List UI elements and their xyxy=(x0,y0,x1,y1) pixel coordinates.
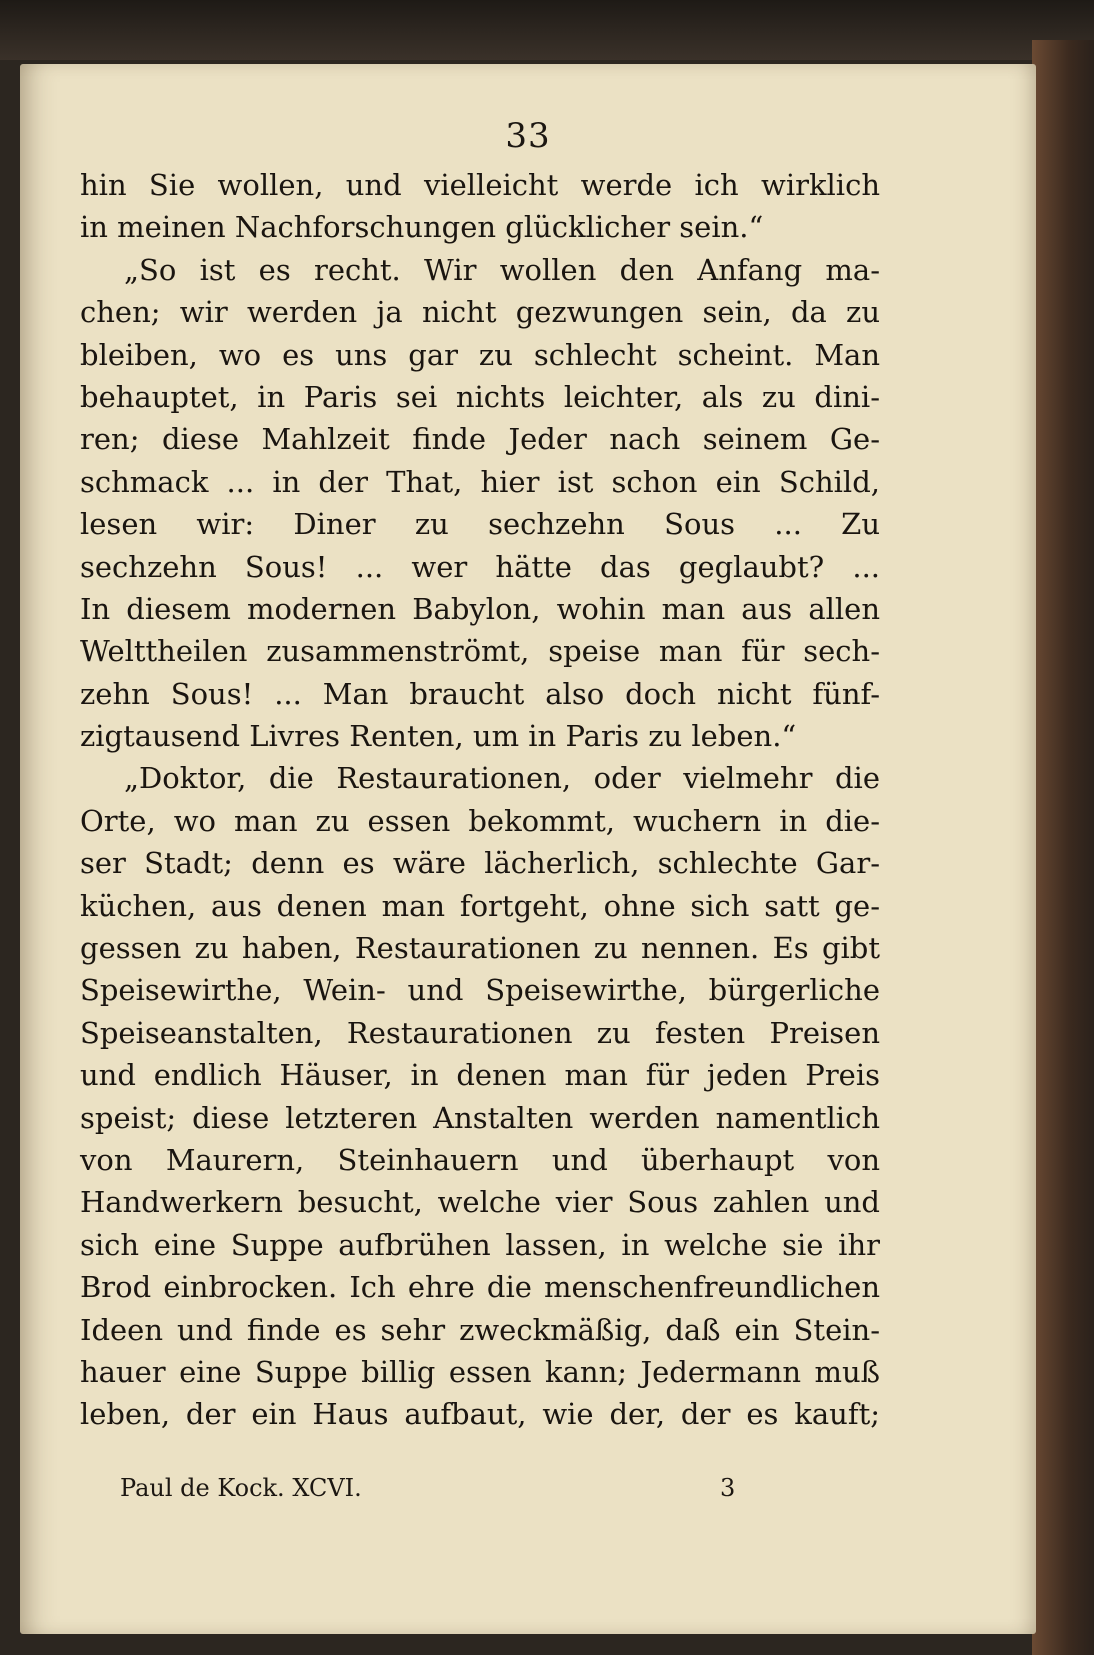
text-line-12: Welttheilen zusammenströmt, speise man für sech- xyxy=(80,634,880,669)
book-cover-edge xyxy=(1032,40,1094,1655)
text-line-7: ren; diese Mahlzeit finde Jeder nach seinem Ge- xyxy=(80,422,880,457)
text-line-9: lesen wir: Diner zu sechzehn Sous ... Zu xyxy=(80,507,880,542)
text-line-25: Handwerkern besucht, welche vier Sous zahlen und xyxy=(80,1185,880,1220)
text-line-1: hin Sie wollen, und vielleicht werde ich wirklich xyxy=(80,168,880,202)
text-line-18: küchen, aus denen man fortgeht, ohne sich satt ge- xyxy=(80,888,880,923)
text-line-11: In diesem modernen Babylon, wohin man aus allen xyxy=(80,591,880,626)
book-page xyxy=(20,64,1036,1634)
body-text xyxy=(80,164,880,1436)
text-line-22: und endlich Häuser, in denen man für jeden Preis xyxy=(80,1058,880,1093)
text-line-23: speist; diese letzteren Anstalten werden namentlich xyxy=(80,1100,880,1135)
text-line-20: Speisewirthe, Wein- und Speisewirthe, bürgerliche xyxy=(80,973,880,1008)
text-line-4: chen; wir werden ja nicht gezwungen sein, da zu xyxy=(80,295,880,330)
text-line-24: von Maurern, Steinhauern und überhaupt von xyxy=(80,1142,880,1177)
text-line-13: zehn Sous! ... Man braucht also doch nicht fünf- xyxy=(80,676,880,711)
text-line-10: sechzehn Sous! ... wer hätte das geglaubt? ... xyxy=(80,549,880,584)
text-line-29: hauer eine Suppe billig essen kann; Jedermann muß xyxy=(80,1354,880,1389)
text-line-2: in meinen Nachforschungen glücklicher sein.“ xyxy=(80,210,764,245)
text-line-8: schmack ... in der That, hier ist schon ein Schild, xyxy=(80,464,880,499)
text-line-19: gessen zu haben, Restaurationen zu nennen. Es gibt xyxy=(80,931,880,966)
text-line-30: leben, der ein Haus aufbaut, wie der, der es kauft; xyxy=(80,1397,880,1432)
page-number: 33 xyxy=(505,116,551,156)
text-line-5: bleiben, wo es uns gar zu schlecht scheint. Man xyxy=(80,337,880,372)
book-cover-top xyxy=(0,0,1094,60)
text-line-15: „Doktor, die Restaurationen, oder vielmehr die xyxy=(124,761,880,796)
text-line-21: Speiseanstalten, Restaurationen zu festen Preisen xyxy=(80,1015,880,1050)
text-line-16: Orte, wo man zu essen bekommt, wuchern in die- xyxy=(80,803,880,838)
footer-sheet-mark: 3 xyxy=(720,1474,736,1502)
text-line-17: ser Stadt; denn es wäre lächerlich, schlechte Gar- xyxy=(80,846,880,881)
text-line-26: sich eine Suppe aufbrühen lassen, in welche sie ihr xyxy=(80,1227,880,1262)
text-line-6: behauptet, in Paris sei nichts leichter, als zu dini- xyxy=(80,379,880,414)
footer-signature: Paul de Kock. XCVI. xyxy=(120,1474,362,1502)
text-line-3: „So ist es recht. Wir wollen den Anfang ma- xyxy=(124,252,880,287)
text-line-28: Ideen und finde es sehr zweckmäßig, daß ein Stein- xyxy=(80,1312,880,1347)
text-line-27: Brod einbrocken. Ich ehre die menschenfreundlichen xyxy=(80,1270,880,1305)
text-line-14: zigtausend Livres Renten, um in Paris zu leben.“ xyxy=(80,719,797,754)
